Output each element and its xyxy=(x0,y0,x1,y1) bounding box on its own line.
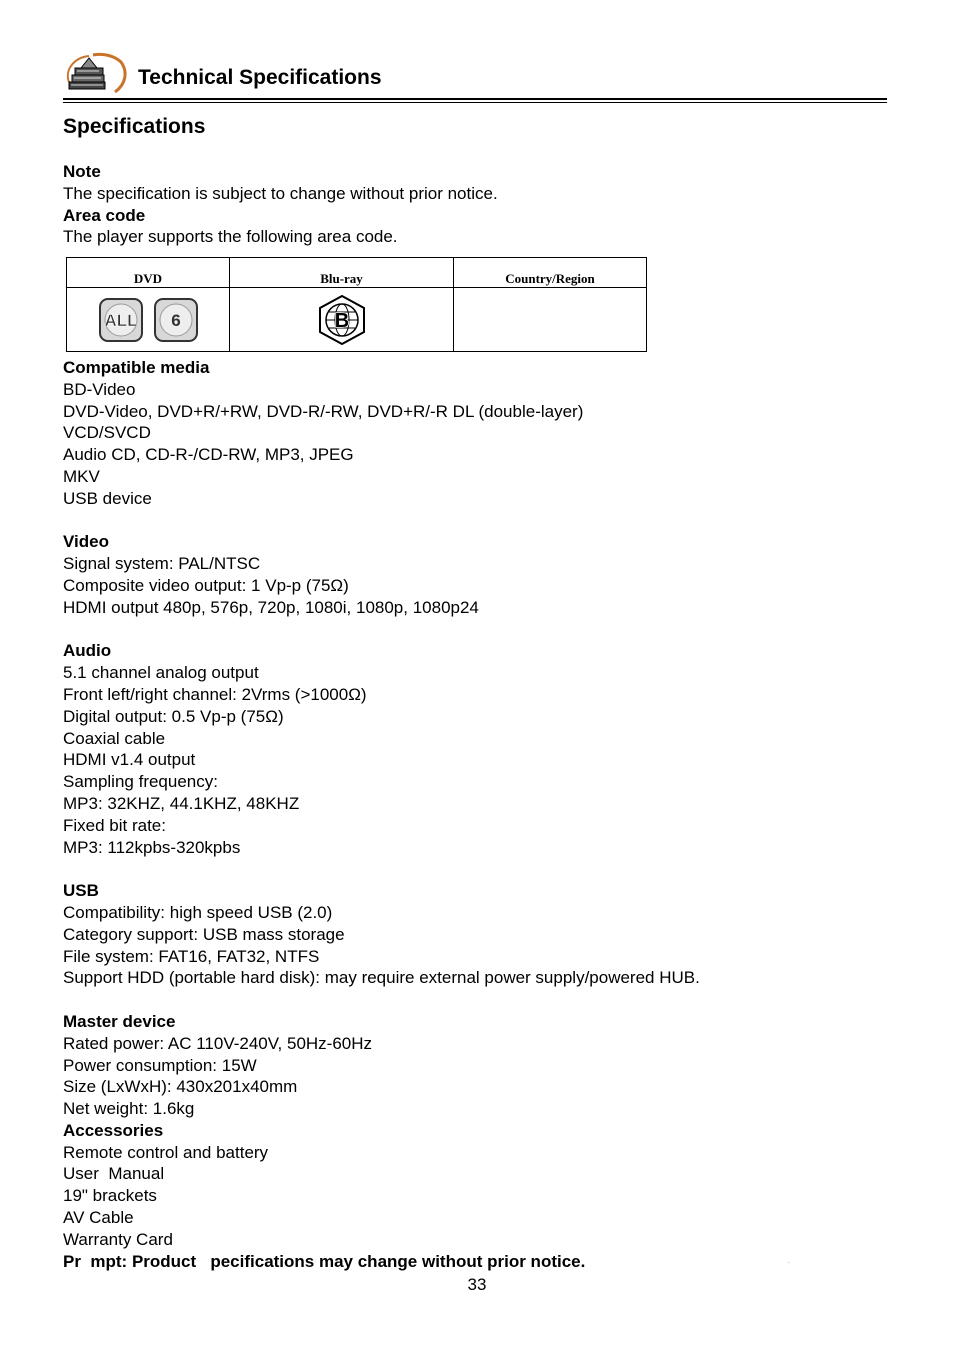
spec-line: VCD/SVCD xyxy=(63,423,151,443)
svg-text:ALL: ALL xyxy=(103,310,138,330)
intro-section xyxy=(63,161,498,248)
table-header-bluray: Blu-ray xyxy=(230,258,454,288)
spacer xyxy=(63,510,700,532)
spec-line: Composite video output: 1 Vp-p (75Ω) xyxy=(63,575,349,595)
spec-line: Sampling frequency: xyxy=(63,772,218,792)
header-rule xyxy=(63,98,887,100)
spec-line: MKV xyxy=(63,466,100,486)
spec-line: HDMI output 480p, 576p, 720p, 1080i, 1080p, 1080p24 xyxy=(63,597,479,617)
spec-line: File system: FAT16, FAT32, NTFS xyxy=(63,946,320,966)
header-title: Technical Specifications xyxy=(138,66,382,89)
spec-line: Support HDD (portable hard disk): may require external power supply/powered HUB. xyxy=(63,968,700,988)
dvd-region-6-icon xyxy=(154,298,198,342)
spec-line: Digital output: 0.5 Vp-p (75Ω) xyxy=(63,706,284,726)
section-heading: Compatible media xyxy=(63,358,210,377)
spec-line: Compatibility: high speed USB (2.0) xyxy=(63,902,333,922)
section-heading: Master device xyxy=(63,1011,176,1031)
spec-line: Audio CD, CD-R-/CD-RW, MP3, JPEG xyxy=(63,445,354,465)
spacer xyxy=(63,619,700,641)
spec-line: The specification is subject to change without prior notice. xyxy=(63,183,498,203)
spec-line: MP3: 112kpbs-320kpbs xyxy=(63,837,241,857)
bluray-region-b-icon xyxy=(318,295,366,345)
svg-text:6: 6 xyxy=(170,310,181,330)
header-rule-thin xyxy=(63,102,887,103)
spec-line: Net weight: 1.6kg xyxy=(63,1099,195,1119)
spec-line: Power consumption: 15W xyxy=(63,1055,257,1075)
section-heading: Pr mpt: Product pecifications may change without prior notice. xyxy=(63,1251,586,1271)
area-code-table xyxy=(66,257,647,352)
section-heading: Area code xyxy=(63,205,146,225)
page-header xyxy=(63,52,887,102)
spec-line: Signal system: PAL/NTSC xyxy=(63,554,261,574)
dvd-cell xyxy=(67,288,230,352)
spacer xyxy=(63,989,700,1011)
spec-line: Front left/right channel: 2Vrms (>1000Ω) xyxy=(63,684,367,704)
section-heading: Video xyxy=(63,532,109,552)
table-header-country: Country/Region xyxy=(454,258,647,288)
section-heading: Accessories xyxy=(63,1120,164,1140)
spec-line: USB device xyxy=(63,488,152,508)
svg-text:B: B xyxy=(334,309,349,332)
spec-line: HDMI v1.4 output xyxy=(63,750,196,770)
spec-line: Coaxial cable xyxy=(63,728,166,748)
spec-line: Remote control and battery xyxy=(63,1142,269,1162)
spacer xyxy=(63,858,700,880)
spec-line: MP3: 32KHZ, 44.1KHZ, 48KHZ xyxy=(63,793,300,813)
spec-line: Category support: USB mass storage xyxy=(63,924,345,944)
spec-line: Warranty Card xyxy=(63,1229,173,1249)
country-region-cell xyxy=(454,288,647,352)
table-header-dvd: DVD xyxy=(67,258,230,288)
specification-list xyxy=(63,357,700,1272)
section-heading: Note xyxy=(63,162,101,181)
spec-line: DVD-Video, DVD+R/+RW, DVD-R/-RW, DVD+R/-R DL (double-layer) xyxy=(63,401,584,421)
spec-line: The player supports the following area code. xyxy=(63,227,398,247)
spec-line: Rated power: AC 110V-240V, 50Hz-60Hz xyxy=(63,1033,373,1053)
section-heading: Audio xyxy=(63,641,112,661)
spec-line: BD-Video xyxy=(63,379,136,399)
page-number: 33 xyxy=(467,1275,487,1294)
spec-line: Size (LxWxH): 430x201x40mm xyxy=(63,1077,298,1097)
spec-line: Fixed bit rate: xyxy=(63,815,166,835)
spec-line: AV Cable xyxy=(63,1208,134,1228)
dvd-region-all-icon xyxy=(99,298,143,342)
spec-line: User Manual xyxy=(63,1164,165,1184)
bluray-cell xyxy=(230,288,454,352)
spec-line: 5.1 channel analog output xyxy=(63,663,259,683)
page-title: Specifications xyxy=(63,115,206,138)
section-heading: USB xyxy=(63,881,99,901)
spec-line: 19" brackets xyxy=(63,1186,157,1206)
books-icon xyxy=(63,52,131,98)
stray-mark: . xyxy=(788,1259,790,1265)
